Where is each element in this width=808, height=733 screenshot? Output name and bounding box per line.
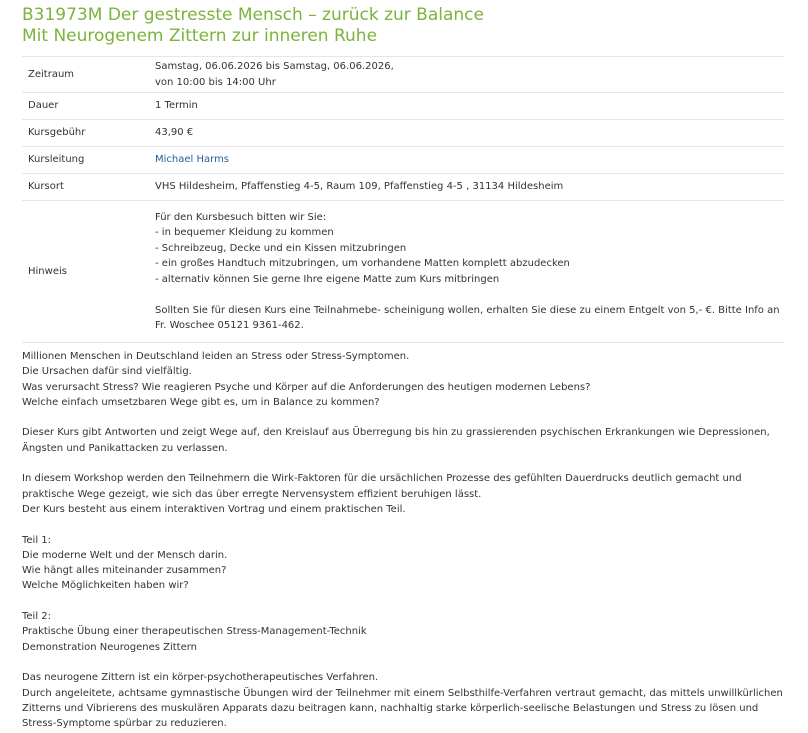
hinweis-line: - alternativ können Sie gerne Ihre eigene Matte zum Kurs mitbringen	[155, 273, 500, 285]
info-row-dauer	[22, 93, 784, 120]
info-label-hinweis: Hinweis	[22, 201, 152, 343]
description-line: Durch angeleitete, achtsame gymnastische Übungen wird der Teilnehmer mit einem Selbsthilfe-Verfahren vertraut gemacht, das mittels unwillkürlichen	[22, 687, 783, 699]
info-row-hinweis	[22, 201, 784, 343]
course-title	[22, 5, 802, 47]
description-line: Das neurogene Zittern ist ein körper-psychotherapeutisches Verfahren.	[22, 672, 379, 684]
description-line: Welche einfach umsetzbaren Wege gibt es, um in Balance zu kommen?	[22, 396, 380, 408]
hinweis-line: - in bequemer Kleidung zu kommen	[155, 227, 334, 238]
info-value-kursgebuehr: 43,90 €	[152, 120, 784, 147]
description-line: Demonstration Neurogenes Zittern	[22, 641, 198, 653]
description-paragraph-answers	[22, 425, 792, 456]
zeitraum-times: von 10:00 bis 14:00 Uhr	[155, 76, 276, 88]
info-label-kursgebuehr: Kursgebühr	[22, 120, 152, 147]
description-paragraph-intro	[22, 349, 792, 410]
description-line: Teil 2:	[22, 611, 52, 623]
description-line: Stress-Symptome spürbar zu reduzieren.	[22, 718, 227, 730]
hinweis-line: - ein großes Handtuch mitzubringen, um vorhandene Matten komplett abzudecken	[155, 258, 570, 269]
course-title-line1: B31973M Der gestresste Mensch – zurück zur Balance	[22, 5, 484, 25]
info-value-kursleitung	[152, 147, 784, 174]
info-value-hinweis	[152, 201, 784, 343]
description-paragraph-teil1	[22, 533, 792, 594]
hinweis-line: Für den Kursbesuch bitten wir Sie:	[155, 211, 327, 223]
info-row-kursort	[22, 174, 784, 201]
info-row-kursgebuehr	[22, 120, 784, 147]
course-info-table	[22, 56, 784, 343]
info-row-zeitraum	[22, 57, 784, 93]
description-line: Millionen Menschen in Deutschland leiden an Stress oder Stress-Symptomen.	[22, 351, 410, 362]
info-label-kursleitung: Kursleitung	[22, 147, 152, 174]
hinweis-line: - Schreibzeug, Decke und ein Kissen mitzubringen	[155, 242, 407, 254]
hinweis-note-line2: Fr. Woschee 05121 9361-462.	[155, 320, 304, 331]
description-paragraph-zittern	[22, 670, 792, 731]
description-line: praktische Wege gezeigt, wie sich das über erregte Nervensystem effizient beruhigen lässt.	[22, 488, 482, 500]
description-line: Die moderne Welt und der Mensch darin.	[22, 549, 228, 561]
info-label-dauer: Dauer	[22, 93, 152, 120]
info-row-kursleitung	[22, 147, 784, 174]
description-paragraph-teil2	[22, 609, 792, 655]
info-label-kursort: Kursort	[22, 174, 152, 201]
description-line: In diesem Workshop werden den Teilnehmern die Wirk-Faktoren für die ursächlichen Prozesse des gefühlten Dauerdrucks deutlich gemacht und	[22, 473, 742, 485]
info-value-kursort: VHS Hildesheim, Pfaffenstieg 4-5, Raum 109, Pfaffenstieg 4-5 , 31134 Hildesheim	[152, 174, 784, 201]
description-line: Welche Möglichkeiten haben wir?	[22, 580, 189, 592]
kursleitung-link[interactable]: Michael Harms	[155, 154, 230, 166]
description-line: Was verursacht Stress? Wie reagieren Psyche und Körper auf die Anforderungen des heutigen modernen Lebens?	[22, 381, 591, 393]
description-line: Ängsten und Panikattacken zu verlassen.	[22, 442, 228, 454]
description-line: Dieser Kurs gibt Antworten und zeigt Wege auf, den Kreislauf aus Überregung bis hin zu grassierenden psychischen Erkrankungen wie Depressionen,	[22, 427, 770, 439]
description-line: Zitterns und Vibrierens des muskulären Apparats dazu beitragen kann, nachhaltig starke körperlich-seelische Belastungen und Stress zu lösen und	[22, 702, 759, 714]
description-line: Teil 1:	[22, 534, 52, 546]
info-value-dauer: 1 Termin	[152, 93, 784, 120]
zeitraum-dates: Samstag, 06.06.2026 bis Samstag, 06.06.2026,	[155, 61, 394, 72]
description-line: Die Ursachen dafür sind vielfältig.	[22, 366, 192, 378]
description-line: Der Kurs besteht aus einem interaktiven Vortrag und einem praktischen Teil.	[22, 503, 406, 515]
description-line: Wie hängt alles miteinander zusammen?	[22, 565, 227, 577]
hinweis-spacer	[155, 287, 780, 303]
info-value-zeitraum	[152, 57, 784, 93]
course-description	[22, 349, 792, 731]
info-label-zeitraum: Zeitraum	[22, 57, 152, 93]
hinweis-note-line1: Sollten Sie für diesen Kurs eine Teilnahmebe- scheinigung wollen, erhalten Sie diese zu einem Entgelt von 5,- €. Bitte Info an	[155, 304, 780, 316]
description-paragraph-workshop	[22, 471, 792, 517]
course-title-line2: Mit Neurogenem Zittern zur inneren Ruhe	[22, 26, 378, 46]
description-line: Praktische Übung einer therapeutischen Stress-Management-Technik	[22, 626, 367, 638]
